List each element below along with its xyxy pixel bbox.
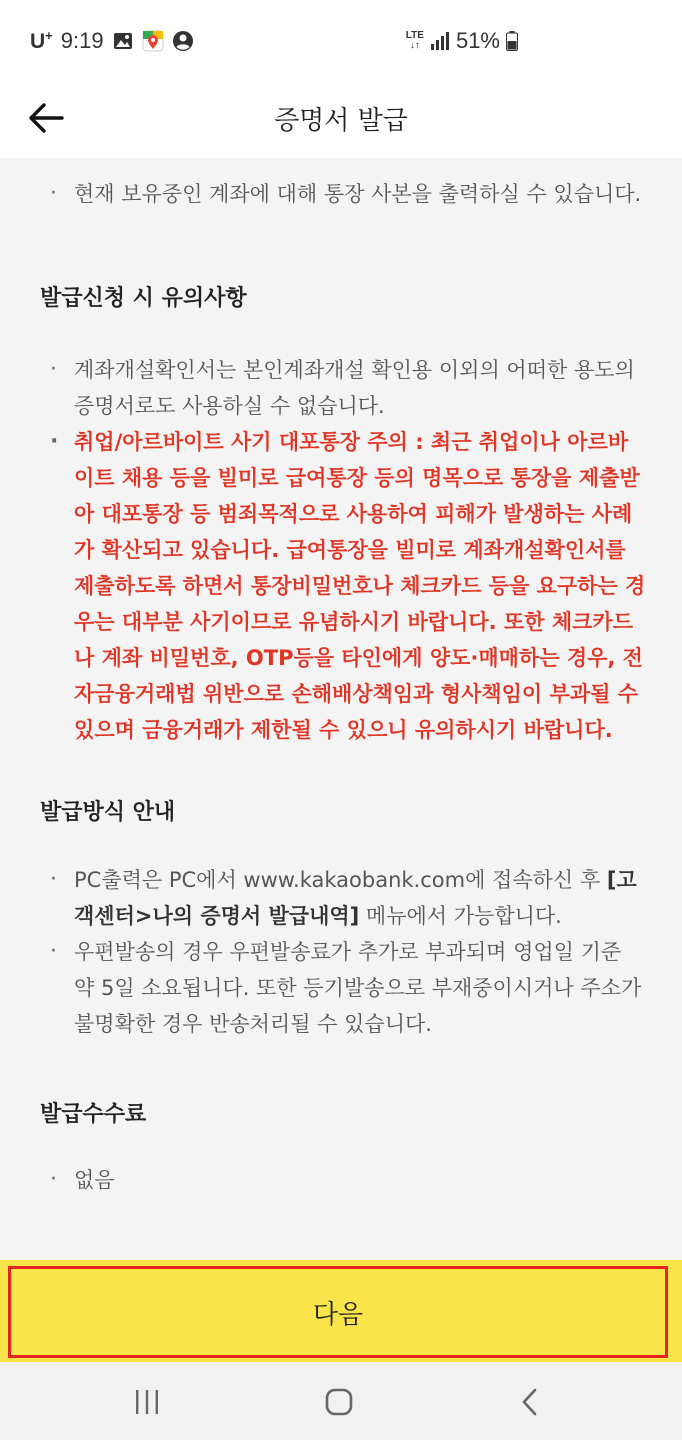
signal-icon (430, 32, 450, 50)
section-title-fee: 발급수수료 (40, 1102, 147, 1127)
section-title-method: 발급방식 안내 (40, 800, 176, 825)
battery-percent: 51% (455, 28, 500, 53)
method-bullet-1-prefix: PC출력은 PC에서 www.kakaobank.com에 접속하신 후 (74, 868, 607, 892)
recents-button[interactable] (127, 1382, 167, 1422)
back-icon (510, 1382, 550, 1422)
clock: 9:19 (60, 28, 104, 53)
next-button[interactable]: 다음 (8, 1266, 668, 1358)
home-icon (319, 1382, 359, 1422)
lte-indicator: LTE ↓↑ (405, 30, 424, 51)
nav-back-button[interactable] (510, 1382, 550, 1422)
method-bullet-1-suffix: 메뉴에서 가능합니다. (359, 904, 562, 928)
gallery-icon (112, 30, 134, 52)
account-icon (172, 30, 194, 52)
app-header (0, 84, 682, 158)
next-button-area (0, 1260, 682, 1362)
fee-bullet-1: · 없음 (0, 1162, 682, 1198)
caution-bullet-1: · 계좌개설확인서는 본인계좌개설 확인용 이외의 어떠한 용도의 증명서로도 사용하실 수 없습니다. (0, 352, 682, 424)
status-left (30, 28, 194, 54)
intro-bullet: · 현재 보유중인 계좌에 대해 통장 사본을 출력하실 수 있습니다. (0, 176, 682, 212)
maps-icon (142, 30, 164, 52)
method-bullet-1 (0, 862, 682, 934)
battery-icon (506, 31, 518, 51)
home-button[interactable] (319, 1382, 359, 1422)
status-bar (0, 0, 682, 84)
method-bullet-2: · 우편발송의 경우 우편발송료가 추가로 부과되며 영업일 기준 약 5일 소요됩니다. 또한 등기발송으로 부재중이시거나 주소가 불명확한 경우 반송처리될 수 있습니다. (0, 934, 682, 1042)
content-scroll[interactable] (0, 158, 682, 1260)
page-title: 증명서 발급 (274, 106, 408, 136)
section-title-caution: 발급신청 시 유의사항 (40, 286, 247, 311)
navigation-bar (0, 1362, 682, 1440)
recents-icon (127, 1382, 167, 1422)
caution-warning-bullet: · 취업/아르바이트 사기 대포통장 주의 : 최근 취업이나 아르바이트 채용 등을 빌미로 급여통장 등의 명목으로 통장을 제출받아 대포통장 등 범죄목적으로 사용하여 피해가 발생하는 사례가 확산되고 있습니다. 급여통장을 빌미로 계좌개설확인서를 제출하도록 하면서 통장비밀번호나 체크카드 등을 요구하는 경우는 대부분 사기이므로 유념하시기 바랍니다. 또한 체크카드나 계좌 비밀번호, OTP등을 타인에게 양도·매매하는 경우, 전자금융거래법 위반으로 손해배상책임과 형사책임이 부과될 수 있으며 금융거래가 제한될 수 있으니 유의하시기 바랍니다. (0, 424, 682, 748)
method-bullet-1-menu: [고객센터>나의 증명서 발급내역] (74, 868, 637, 928)
status-right (406, 28, 518, 54)
carrier-label: U+ (30, 28, 53, 53)
